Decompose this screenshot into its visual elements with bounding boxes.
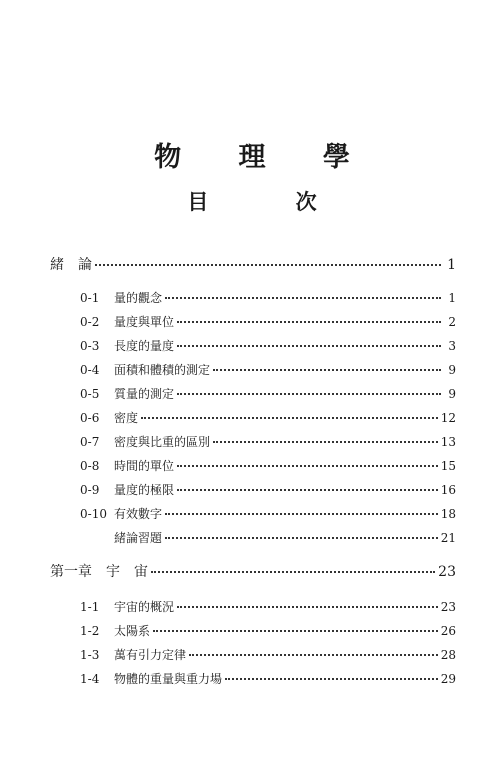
dot-leader [165, 513, 438, 515]
toc-entry-label: 緒 論 [50, 257, 92, 273]
toc-entry-label: 密度 [114, 411, 139, 425]
dot-leader [213, 369, 441, 371]
toc-entry-number: 0-6 [80, 411, 100, 425]
toc-entry-0-1[interactable] [80, 288, 456, 308]
toc-entry-1-4[interactable] [80, 669, 456, 689]
toc-entry-page: 28 [440, 648, 456, 662]
toc-entry-1-3[interactable] [80, 645, 456, 665]
toc-entry-number: 0-9 [80, 483, 100, 497]
dot-leader [165, 537, 438, 539]
toc-entry-0-10[interactable] [80, 504, 456, 524]
toc-entry-introduction-exercises[interactable] [80, 528, 456, 548]
dot-leader [189, 654, 438, 656]
toc-entry-0-9[interactable] [80, 480, 456, 500]
toc-entry-label: 緒論習題 [114, 531, 163, 545]
toc-entry-number: 1-4 [80, 672, 100, 686]
dot-leader [165, 297, 441, 299]
toc-entry-0-2[interactable] [80, 312, 456, 332]
dot-leader [213, 441, 438, 443]
toc-entry-label: 質量的測定 [114, 387, 175, 401]
dot-leader [141, 417, 438, 419]
book-title: 物 理 學 [154, 142, 374, 173]
toc-entry-0-6[interactable] [80, 408, 456, 428]
toc-entry-chapter-1[interactable] [50, 562, 456, 582]
toc-entry-0-5[interactable] [80, 384, 456, 404]
toc-entry-label: 面積和體積的測定 [114, 363, 211, 377]
toc-entry-number: 1-2 [80, 624, 100, 638]
toc-entry-label: 量的觀念 [114, 291, 163, 305]
dot-leader [225, 678, 438, 680]
dot-leader [177, 393, 441, 395]
toc-entry-1-2[interactable] [80, 621, 456, 641]
toc-entry-label: 時間的單位 [114, 459, 175, 473]
toc-heading: 目 次 [187, 190, 357, 214]
toc-entry-page: 23 [438, 564, 456, 580]
toc-entry-number: 0-7 [80, 435, 100, 449]
toc-entry-page: 29 [440, 672, 456, 686]
toc-entry-page: 1 [447, 257, 456, 273]
toc-entry-label: 第一章 宇 宙 [50, 564, 148, 580]
toc-entry-page: 21 [440, 531, 456, 545]
toc-entry-label: 密度與比重的區別 [114, 435, 211, 449]
toc-entry-page: 13 [440, 435, 456, 449]
toc-entry-number: 0-5 [80, 387, 100, 401]
dot-leader [177, 321, 441, 323]
toc-entry-page: 2 [448, 315, 456, 329]
dot-leader [177, 465, 438, 467]
toc-entry-page: 3 [448, 339, 456, 353]
toc-entry-label: 太陽系 [114, 624, 151, 638]
toc-entry-page: 9 [448, 387, 456, 401]
toc-entry-1-1[interactable] [80, 597, 456, 617]
toc-entry-label: 有效數字 [114, 507, 163, 521]
toc-entry-page: 18 [440, 507, 456, 521]
dot-leader [151, 571, 435, 573]
dot-leader [177, 345, 441, 347]
toc-entry-label: 物體的重量與重力場 [114, 672, 223, 686]
toc-entry-0-7[interactable] [80, 432, 456, 452]
toc-entry-number: 0-4 [80, 363, 100, 377]
toc-entry-page: 12 [440, 411, 456, 425]
toc-entry-label: 萬有引力定律 [114, 648, 187, 662]
toc-entry-number: 0-10 [80, 507, 107, 521]
dot-leader [177, 606, 438, 608]
toc-entry-number: 1-1 [80, 600, 100, 614]
toc-entry-number: 0-2 [80, 315, 100, 329]
toc-entry-number: 1-3 [80, 648, 100, 662]
dot-leader [177, 489, 438, 491]
dot-leader [153, 630, 438, 632]
toc-entry-label: 量度的極限 [114, 483, 175, 497]
toc-entry-page: 9 [448, 363, 456, 377]
toc-entry-0-3[interactable] [80, 336, 456, 356]
dot-leader [95, 264, 441, 266]
toc-entry-page: 15 [440, 459, 456, 473]
toc-entry-0-4[interactable] [80, 360, 456, 380]
toc-entry-number: 0-8 [80, 459, 100, 473]
toc-entry-page: 1 [448, 291, 456, 305]
toc-entry-page: 16 [440, 483, 456, 497]
toc-entry-page: 23 [440, 600, 456, 614]
toc-entry-number: 0-3 [80, 339, 100, 353]
toc-entry-number: 0-1 [80, 291, 100, 305]
toc-entry-introduction[interactable] [50, 255, 456, 275]
toc-entry-0-8[interactable] [80, 456, 456, 476]
toc-entry-page: 26 [440, 624, 456, 638]
toc-entry-label: 宇宙的概況 [114, 600, 175, 614]
toc-entry-label: 量度與單位 [114, 315, 175, 329]
toc-entry-label: 長度的量度 [114, 339, 175, 353]
